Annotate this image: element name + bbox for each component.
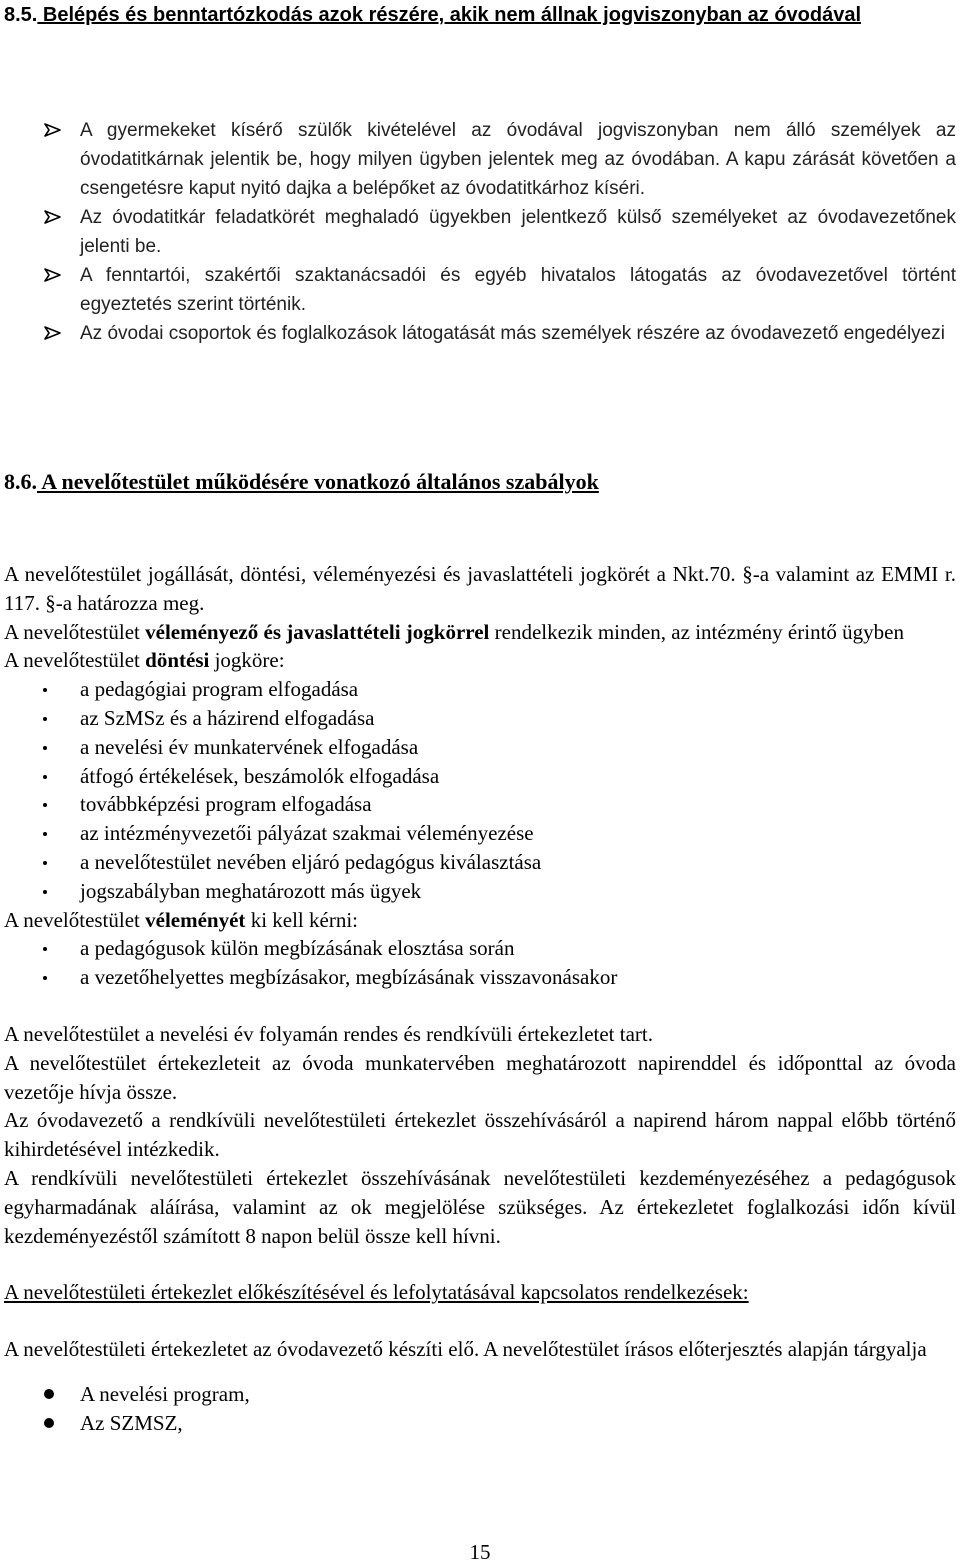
text-run: A nevelőtestület (4, 648, 146, 673)
list-item-text: átfogó értékelések, beszámolók elfogadása (80, 763, 440, 788)
section-title: A nevelőtestület működésére vonatkozó általános szabályok (37, 469, 599, 494)
list-item-text: a pedagógusok külön megbízásának elosztása során (80, 936, 515, 961)
section-body (4, 560, 956, 1438)
paragraph: A nevelőtestület értekezleteit az óvoda munkatervében meghatározott napirenddel és időponttal az óvoda vezetője hívja össze. (4, 1050, 956, 1104)
page-number: 15 (469, 1540, 491, 1564)
paragraph: A nevelőtestület a nevelési év folyamán rendes és rendkívüli értekezletet tart. (4, 1021, 653, 1046)
opinion-paragraph (4, 618, 956, 647)
bullet-dot-icon (43, 717, 47, 721)
list-item-text: az SzMSz és a házirend elfogadása (80, 705, 375, 730)
prep-paragraph: A nevelőtestületi értekezletet az óvodavezető készíti elő. A nevelőtestület írásos előterjesztés alapján tárgyalja (4, 1337, 927, 1362)
arrow-item-text: Az óvodatitkár feladatkörét meghaladó ügyekben jelentkező külső személyeket az óvodavezetőnek jelenti be. (80, 207, 956, 257)
spacer (4, 1364, 956, 1380)
arrow-bullet-icon (42, 319, 64, 347)
arrow-bullet-icon (42, 116, 64, 144)
bullet-dot-icon (43, 861, 47, 865)
bullet-dot-icon (43, 976, 47, 980)
list-item-text: az intézményvezetői pályázat szakmai véleményezése (80, 821, 534, 846)
bold-text: döntési (145, 648, 210, 673)
list-item (4, 848, 956, 877)
arrow-list-item (42, 319, 956, 348)
list-item (4, 819, 956, 848)
text-run: jogköre: (209, 648, 285, 673)
bullet-dot-icon (43, 688, 47, 692)
list-item-text: a vezetőhelyettes megbízásakor, megbízásának visszavonásakor (80, 965, 618, 990)
arrow-list-item (42, 116, 956, 203)
text-run: rendelkezik minden, az intézmény érintő ügyben (489, 619, 904, 644)
arrow-list-item (42, 203, 956, 261)
list-item (4, 762, 956, 791)
list-item (4, 934, 956, 963)
section-title: Belépés és benntartózkodás azok részére, akik nem állnak jogviszonyban az óvodával (37, 4, 862, 26)
list-item-text: jogszabályban meghatározott más ügyek (80, 878, 422, 903)
section-heading-8-6 (4, 467, 599, 497)
arrow-item-text: A gyermekeket kísérő szülők kivételével az óvodával jogviszonyban nem álló személyek az óvodatitkárnak jelentik be, hogy milyen ügyben jelentek meg az óvodában. A kapu zárását követően a csengetésre kaput nyitó dajka a belépőket az óvodatitkárhoz kíséri. (80, 120, 956, 199)
bold-text: véleményező és javaslattételi jogkörrel (145, 619, 490, 644)
list-item-text: a nevelési év munkatervének elfogadása (80, 734, 419, 759)
text-run: ki kell kérni: (245, 907, 358, 932)
arrow-bullet-icon (42, 203, 64, 231)
arrow-item-text: A fenntartói, szakértői szaktanácsadói és egyéb hivatalos látogatás az óvodavezetővel történt egyeztetés szerint történik. (80, 265, 956, 315)
list-item-text: a pedagógiai program elfogadása (80, 677, 359, 702)
list-item (4, 1380, 956, 1409)
bullet-dot-icon (43, 775, 47, 779)
spacer (4, 1250, 956, 1278)
list-item (4, 790, 956, 819)
intro-paragraph: A nevelőtestület jogállását, döntési, véleményezési és javaslattételi jogkörét a Nkt.70. §-a valamint az EMMI r. 117. §-a határozza meg. (4, 562, 956, 615)
list-item (4, 877, 956, 906)
arrow-list-item (42, 261, 956, 319)
bold-text: véleményét (145, 907, 246, 932)
arrow-item-text: Az óvodai csoportok és foglalkozások látogatását más személyek részére az óvodavezető engedélyezi (80, 323, 945, 344)
list-item (4, 963, 956, 992)
list-item (4, 733, 956, 762)
spacer (4, 1307, 956, 1335)
list-item-text: Az SZMSZ, (80, 1410, 183, 1435)
section-number: 8.6. (4, 469, 37, 494)
text-run: A nevelőtestület (4, 619, 146, 644)
list-item (4, 675, 956, 704)
bullet-dot-icon (43, 746, 47, 750)
bullet-dot-icon (44, 1389, 54, 1399)
decision-paragraph (4, 646, 956, 675)
subheading: A nevelőtestületi értekezlet előkészítésével és lefolytatásával kapcsolatos rendelkezések: (4, 1280, 749, 1305)
list-item-text: továbbképzési program elfogadása (80, 792, 372, 817)
section-heading-8-5 (4, 0, 934, 30)
opinion-required-paragraph (4, 906, 956, 935)
list-item (4, 1409, 956, 1438)
bullet-dot-icon (43, 890, 47, 894)
spacer (4, 992, 956, 1020)
list-item-text: A nevelési program, (80, 1381, 250, 1406)
list-item (4, 704, 956, 733)
text-run: A nevelőtestület (4, 907, 146, 932)
prep-list (4, 1380, 956, 1438)
bullet-dot-icon (43, 947, 47, 951)
list-item-text: a nevelőtestület nevében eljáró pedagógus kiválasztása (80, 849, 542, 874)
paragraph: A rendkívüli nevelőtestületi értekezlet összehívásának nevelőtestületi kezdeményezéséhez a pedagógusok egyharmadának aláírása, valamint az ok megjelölése szükséges. Az értekezletet foglalkozási időn kívül kezdeményezéstől számított 8 napon belül össze kell hívni. (4, 1165, 956, 1248)
bullet-dot-icon (44, 1418, 54, 1428)
bullet-dot-icon (43, 803, 47, 807)
decision-list (4, 675, 956, 905)
arrow-bullet-list (42, 116, 956, 348)
arrow-bullet-icon (42, 261, 64, 289)
section-number: 8.5. (4, 4, 38, 26)
opinion-list (4, 934, 956, 992)
bullet-dot-icon (43, 832, 47, 836)
paragraph: Az óvodavezető a rendkívüli nevelőtestületi értekezlet összehívásáról a napirend három nappal előbb történő kihirdetésével intézkedik. (4, 1108, 956, 1162)
